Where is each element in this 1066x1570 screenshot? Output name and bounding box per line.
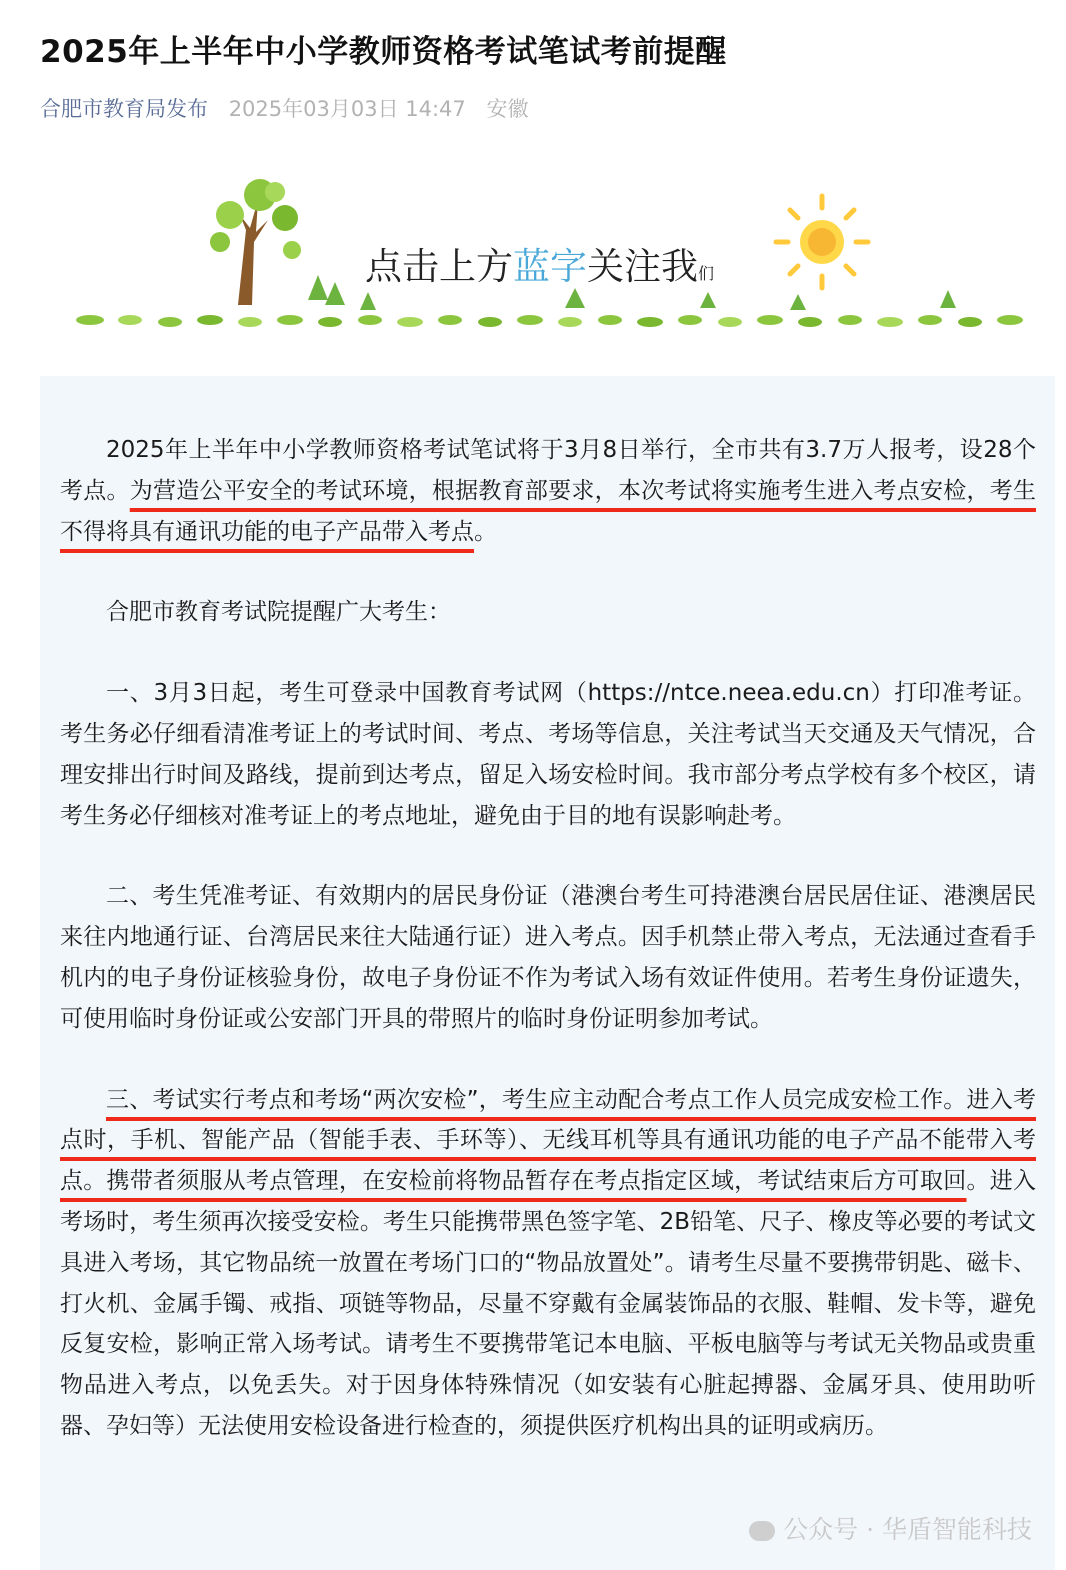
banner-blue-text: 蓝字	[513, 245, 587, 288]
paragraph-reminder-heading: 合肥市教育考试院提醒广大考生：	[106, 599, 451, 626]
sun-icon	[776, 196, 868, 288]
paragraph-item-1: 一、3月3日起，考生可登录中国教育考试网（https://ntce.neea.edu.cn）打印准考证。考生务必仔细看清准考证上的考试时间、考点、考场等信息，关注考试当天交通及天气情况，合理安排出行时间及路线，提前到达考点，留足入场安检时间。我市部分考点学校有多个校区，请考生务必仔细核对准考证上的考点地址，避免由于目的地有误影响赴考。	[60, 680, 1036, 829]
paragraph-item-2: 二、考生凭准考证、有效期内的居民身份证（港澳台考生可持港澳台居民居住证、港澳居民来往内地通行证、台湾居民来往大陆通行证）进入考点。因手机禁止带入考点，无法通过查看手机内的电子身份证核验身份，故电子身份证不作为考试入场有效证件使用。若考生身份证遗失，可使用临时身份证或公安部门开具的带照片的临时身份证明参加考试。	[60, 883, 1036, 1032]
publish-datetime: 2025年03月03日 14:47	[228, 97, 466, 121]
paragraph-intro: 2025年上半年中小学教师资格考试笔试将于3月8日举行，全市共有3.7万人报考，设28个考点。为营造公平安全的考试环境，根据教育部要求，本次考试将实施考生进入考点安检，考生不得将具有通讯功能的电子产品带入考点。	[60, 437, 1037, 545]
publish-location: 安徽	[486, 97, 529, 121]
paragraph-item-3: 三、考试实行考点和考场“两次安检”，考生应主动配合考点工作人员完成安检工作。进入考点时，手机、智能产品（智能手表、手环等）、无线耳机等具有通讯功能的电子产品不能带入考点。携带者须服从考点管理，在安检前将物品暂存在考点指定区域，考试结束后方可取回。进入考场时，考生须再次接受安检。考生只能携带黑色签字笔、2B铅笔、尺子、橡皮等必要的考试文具进入考场，其它物品统一放置在考场门口的“物品放置处”。请考生尽量不要携带钥匙、磁卡、打火机、金属手镯、戒指、项链等物品，尽量不穿戴有金属装饰品的衣服、鞋帽、发卡等，避免反复安检，影响正常入场考试。请考生不要携带笔记本电脑、平板电脑等与考试无关物品或贵重物品进入考点，以免丢失。对于因身体特殊情况（如安装有心脏起搏器、金属牙具、使用助听器、孕妇等）无法使用安检设备进行检查的，须提供医疗机构出具的证明或病历。	[60, 1086, 1037, 1439]
watermark: 公众号 · 华盾智能科技	[749, 1510, 1032, 1546]
article-title: 2025年上半年中小学教师资格考试笔试考前提醒	[40, 34, 727, 70]
article-meta	[40, 93, 542, 123]
follow-banner	[70, 170, 1030, 350]
banner-caption: 点击上方蓝字关注我们	[365, 245, 715, 288]
highlighted-text: 三、考试实行考点和考场“两次安检”，考生应主动配合考点工作人员完成安检工作。进入考点时，手机、智能产品（智能手表、手环等）、无线耳机等具有通讯功能的电子产品不能带入考点。携带者须服从考点管理，在安检前将物品暂存在考点指定区域，考试结束后方可取回	[60, 1086, 1036, 1195]
author-link[interactable]: 合肥市教育局发布	[40, 97, 208, 121]
highlighted-text: 为营造公平安全的考试环境，根据教育部要求，本次考试将实施考生进入考点安检，考生不得将具有通讯功能的电子产品带入考点	[60, 477, 1037, 545]
article-body	[60, 430, 1036, 1487]
wechat-icon	[749, 1521, 775, 1541]
tree-icon	[210, 179, 301, 305]
